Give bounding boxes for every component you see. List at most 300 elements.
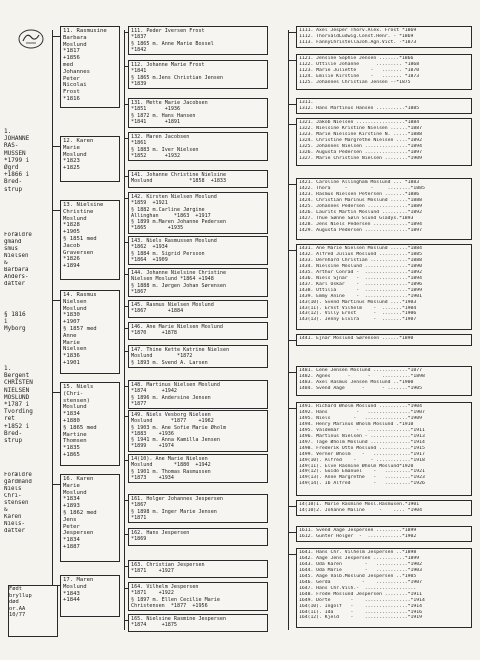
grandchild-entry-12-line-1: *1874 +1942 (131, 388, 178, 395)
great-grandchild-entry-9-line-4: 1495. Valdemar - ...............*1911 (299, 427, 425, 433)
grandchild-entry-18-line-1: *1871 +1922 (131, 590, 174, 597)
great-grandchild-entry-12-line-5: 1646. Gerda - ...........*1907 (299, 579, 422, 585)
great-grandchild-entry-5-line-5: 1426. Laurits Martin Moslund .........*1892 (299, 209, 422, 215)
child-entry-6-line-6: Jens (63, 516, 77, 523)
root1-line-2: RAS- (4, 142, 19, 150)
archive-logo-icon (17, 28, 45, 50)
root1-line-3: MUSSEN (4, 149, 26, 157)
connector-gen1-4 (52, 300, 60, 301)
connector-gen1-2 (52, 146, 60, 147)
child-entry-5-line-10: +1865 (63, 451, 80, 458)
grandchild-entry-9-line-1: *1867 +1884 (131, 308, 184, 315)
root2-parents-line-8: datter (4, 528, 25, 534)
root2-parents-line-3: Chri- (4, 493, 22, 499)
grandchild-entry-18-line-0: 164. Vilhelm Jespersen (131, 584, 199, 590)
child-entry-3-line-7: Graversen (63, 249, 94, 256)
grandchild-entry-5-line-1: Moslund *1858 +1833 (131, 178, 227, 185)
great-grandchild-entry-2-line-1: 1122. Ottilie Johanne ......... *1868 (299, 61, 420, 67)
grandchild-entry-19-line-1: *1874 +1875 (131, 622, 178, 629)
grandchild-entry-8 (128, 268, 268, 297)
great-grandchild-entry-3-line-0: 1311. (299, 100, 314, 105)
great-grandchild-entry-2-line-3: 1124. Emilie Kirstine - ....... *1873 (299, 73, 420, 79)
great-grandchild-entry-8-line-1: 1482. Agnes - - ..........*1898 (299, 373, 425, 379)
child-entry-3-line-2: Moslund (63, 215, 87, 222)
connector-gen3-12 (288, 554, 296, 555)
child-entry-6-line-2: Moslund (63, 489, 87, 496)
great-grandchild-entry-2-line-4: 1125. Johannes Christian Jensen --*1875 (299, 79, 411, 85)
child-entry-3-line-1: Christine (63, 208, 94, 215)
connector-gen2-13 (124, 416, 128, 417)
grandchild-entry-19-line-0: 165. Nielsine Rasmine Jespersen (131, 616, 227, 622)
great-grandchild-entry-12-line-7: 1648. Frode Moslund Jespersen ........*1911 (299, 591, 422, 597)
great-grandchild-entry-9-line-10: 149(11). Elve Rasmine Øholm Moslund*1920 (299, 463, 414, 469)
grandchild-entry-13-line-0: 149. Niels Vesborg Nielsen (131, 412, 211, 418)
grandchild-entry-16-line-1: *1869 (131, 536, 147, 543)
great-grandchild-entry-6-line-4: 1435. Arthur Conrad - ...............*1892 (299, 269, 422, 275)
child-entry-3-line-0: 13. Nielsine (63, 202, 104, 208)
grandchild-entry-17-line-1: *1871 +1927 (131, 568, 174, 575)
great-grandchild-entry-4-line-3: 1324. Christine Margrethe Nielsen ....*1892 (299, 137, 422, 143)
great-grandchild-entry-9 (296, 402, 472, 496)
root-parents-line-7: datter (4, 281, 25, 287)
grandchild-entry-8-line-3: *1867 (131, 288, 147, 295)
child-entry-3-line-5: § 1851 med (63, 235, 97, 242)
great-grandchild-entry-12-line-10: 164(11). Ida - ...............*1916 (299, 609, 422, 615)
great-grandchild-entry-2-line-0: 1121. Jensine Sophie Jensen .......*1866 (299, 56, 414, 61)
grandchild-entry-12 (128, 380, 268, 409)
connector-gen2-7 (124, 242, 128, 243)
great-grandchild-entry-10-line-1: 14(10)2. Johanne Maline - .... *1904 (299, 507, 422, 513)
grandchild-entry-1 (128, 26, 268, 55)
archive-stamp (8, 585, 58, 637)
grandchild-entry-4 (128, 132, 268, 161)
grandchild-entry-14-line-3: *1873 +1934 (131, 474, 174, 481)
connector-gen2-16 (124, 534, 128, 535)
grandchild-entry-2-line-2: § 1865 m.Jens Christian Jensen (131, 74, 224, 81)
great-grandchild-entry-11-line-1: 1612. Gunter Holger - ............*1902 (299, 533, 417, 539)
root-parents-line-0: Forældre (4, 232, 32, 238)
great-grandchild-entry-8 (296, 366, 472, 396)
child-entry-1-line-6: Johannes (63, 68, 90, 75)
grandchild-entry-15-line-1: *1867 (131, 502, 147, 509)
grandchild-entry-7 (128, 236, 268, 265)
child-entry-2-line-4: +1825 (63, 165, 80, 172)
connector-gen2-17 (124, 566, 128, 567)
root2-line-8: +1852 i (4, 422, 30, 430)
grandchild-entry-15-line-0: 161. Holger Johannes Jespersen (131, 496, 224, 502)
grandchild-entry-7-line-0: 143. Niels Rasmussen Moslund (131, 238, 217, 244)
root-marriage-ref (4, 311, 44, 333)
child-entry-6-line-7: Peter (63, 523, 80, 530)
child-entry-1 (60, 26, 120, 108)
child-entry-4-line-3: *1830 (63, 312, 80, 319)
grandchild-entry-8-line-2: § 1888 m. Jørgen Johan Sørensen (131, 282, 227, 289)
great-grandchild-entry-4-line-0: 1321. Jakob Nielsen .................*1884 (299, 120, 420, 125)
connector-gen2-15 (124, 500, 128, 501)
child-entry-2-line-1: Marie (63, 144, 80, 151)
child-entry-1-line-8: Nicolai (63, 82, 87, 89)
child-entry-4-line-7: Marie (63, 339, 80, 346)
root1-line-8: strup (4, 185, 23, 193)
child-entry-1-line-0: 11. Rasmusine (63, 28, 107, 34)
root2-line-0: 1. (4, 365, 12, 372)
grandchild-entry-15 (128, 494, 268, 523)
grandchild-entry-3-line-1: *1851 +1936 (131, 106, 181, 113)
root-parents-line-2: smus (4, 246, 18, 252)
grandchild-entry-6 (128, 192, 268, 234)
root2-line-2: CHRISTEN (4, 379, 33, 387)
great-grandchild-entry-1 (296, 26, 472, 48)
child-entry-3-line-4: +1905 (63, 229, 80, 236)
grandchild-entry-11-line-0: 147. Thine Kette Katrine Nielsen (131, 347, 230, 353)
child-entry-1-line-2: Moslund (63, 41, 87, 48)
great-grandchild-entry-5-line-7: 1428. Jens Niels Pedersen ............*1894 (299, 221, 422, 227)
connector-gen1-6 (52, 484, 60, 485)
root2-parents-line-6: Karen (4, 514, 22, 520)
child-entry-1-line-5: med (63, 61, 74, 68)
child-entry-5 (60, 382, 120, 466)
connector-gen1-5 (52, 392, 60, 393)
child-entry-5-line-7: Martine (63, 431, 87, 438)
child-entry-4-line-0: 14. Rasmus (63, 292, 97, 298)
child-entry-7 (60, 575, 120, 617)
grandchild-entry-12-line-2: § 1896 m. Andersine Jensen (131, 394, 211, 401)
child-entry-1-line-9: Frost (63, 89, 80, 96)
great-grandchild-entry-12-line-0: 1641. Hans Chr. Vilhelm Jespersen ..*1898 (299, 550, 417, 555)
tree-line-root-spine (52, 30, 53, 605)
child-entry-4-line-5: § 1857 med (63, 325, 97, 332)
great-grandchild-entry-6 (296, 244, 472, 330)
tree-line-gen2-spine (124, 30, 125, 630)
grandchild-entry-18-line-2: § 1897 m. Ellen Cecilie Marie (131, 596, 220, 603)
grandchild-entry-15-line-2: § 1898 m. Inger Marie Jensen (131, 508, 217, 515)
great-grandchild-entry-9-line-8: 1499. Verner Øholm - .............*1917 (299, 451, 425, 457)
great-grandchild-entry-9-line-5: 1496. Martinus Nielsen - ..............*1913 (299, 433, 425, 439)
connector-gen3-8 (288, 372, 296, 373)
grandchild-entry-16 (128, 528, 268, 546)
child-entry-6-line-10: +1887 (63, 543, 80, 550)
stamp-line-1: bryllup (9, 592, 32, 599)
child-entry-6 (60, 474, 120, 562)
root2-parents-note (4, 472, 44, 535)
child-entry-3-line-6: Jacob (63, 242, 80, 249)
grandchild-entry-14-line-1: Moslund *1880 +1942 (131, 462, 211, 469)
grandchild-entry-9 (128, 300, 268, 318)
great-grandchild-entry-4-line-6: 1327. Marie Christine Nielsen ........*1909 (299, 155, 422, 161)
great-grandchild-entry-5 (296, 178, 472, 240)
grandchild-entry-3-line-3: *1841 +1891 (131, 118, 181, 125)
great-grandchild-entry-1-line-1: 1112. ThorvaldLudwig.Const.Henr. - *1869 (299, 33, 414, 39)
root2-parents-line-5: & (4, 507, 8, 513)
grandchild-entry-13-line-1: Moslund *1877 +1962 (131, 418, 214, 425)
child-entry-1-line-3: *1817 (63, 48, 80, 55)
grandchild-entry-4-line-2: § 1883 m. Iver Nielsen (131, 146, 199, 153)
grandchild-entry-2 (128, 60, 268, 89)
connector-gen1-1 (52, 36, 60, 37)
grandchild-entry-2-line-0: 112. Johanne Marie Frost (131, 62, 205, 68)
child-entry-4-line-1: Nielsen (63, 298, 87, 305)
child-entry-6-line-0: 16. Karen (63, 476, 94, 482)
great-grandchild-entry-9-line-7: 1498. Frederik Otto Moslund ...........*1915 (299, 445, 425, 451)
stamp-line-5: 10/77 (9, 612, 26, 619)
connector-gen3-10 (288, 506, 296, 507)
child-entry-4-line-8: Nielsen (63, 346, 87, 353)
great-grandchild-entry-9-line-2: 1495. Niels - ...............*1909 (299, 415, 422, 421)
root-parents-line-6: Anders- (4, 274, 29, 280)
grandchild-entry-17 (128, 560, 268, 578)
great-grandchild-entry-3 (296, 98, 472, 114)
root-person-christen (4, 365, 48, 444)
root1-line-7: Bred- (4, 178, 23, 186)
grandchild-entry-14-line-2: § 1901 m. Thomas Rasmussen (131, 468, 211, 475)
grandchild-entry-6-line-2: § 1882 m.Carline Jørgine (131, 206, 205, 213)
great-grandchild-entry-7-line-0: 1441. Ejnar Moslund Sørensen ......*1890 (299, 336, 414, 341)
root-ref-line-0: § 1816 (4, 311, 26, 318)
child-entry-4-line-2: Moslund (63, 305, 87, 312)
great-grandchild-entry-12-line-2: 1643. Oda Karen - ...........*1902 (299, 561, 422, 567)
connector-gen2-8 (124, 274, 128, 275)
connector-gen1-3 (52, 210, 60, 211)
grandchild-entry-6-line-1: *1859 +1921 (131, 200, 168, 207)
grandchild-entry-13-line-3: *1883 +1936 (131, 430, 174, 437)
great-grandchild-entry-6-line-1: 1432. Alfred Julius Moslund ..........*1885 (299, 251, 422, 257)
child-entry-5-line-0: 15. Niels (63, 384, 94, 390)
child-entry-1-line-10: *1816 (63, 95, 80, 102)
great-grandchild-entry-12 (296, 548, 472, 628)
connector-gen2-2 (124, 66, 128, 67)
child-entry-1-line-7: Peter (63, 75, 80, 82)
great-grandchild-entry-9-line-11: 149(12). Guido Emanuel - .........*1921 (299, 469, 425, 475)
great-grandchild-entry-5-line-4: 1425. Johannes Pedersen ..............*1889 (299, 203, 422, 209)
grandchild-entry-4-line-1: *1861 (131, 140, 147, 147)
great-grandchild-entry-6-line-10: 143(11). Ernst Vilhelm - .......*1904 (299, 305, 417, 311)
connector-gen2-4 (124, 138, 128, 139)
root-parents-note (4, 232, 44, 288)
child-entry-7-line-1: Moslund (63, 583, 87, 590)
root2-line-4: MOSLUND (4, 393, 30, 401)
grandchild-entry-3-line-2: § 1872 m. Hans Hansen (131, 112, 196, 119)
connector-gen2-14 (124, 460, 128, 461)
child-entry-4-line-9: *1836 (63, 353, 80, 360)
stamp-line-2: død (9, 599, 19, 606)
child-entry-5-line-4: *1834 (63, 411, 80, 418)
child-entry-7-line-3: +1844 (63, 597, 80, 604)
great-grandchild-entry-12-line-3: 1644. Oda Marie - ...........*1903 (299, 567, 422, 573)
great-grandchild-entry-9-line-6: 1497. Tage Øholm Moslund ..............*1914 (299, 439, 425, 445)
root1-line-0: 1. (4, 128, 12, 135)
grandchild-entry-8-line-0: 144. Johanne Nielsine Christine (131, 270, 227, 276)
great-grandchild-entry-5-line-1: 1422. Thora - - ........*1885 (299, 185, 425, 191)
tree-line-gen3-spine (288, 30, 289, 630)
grandchild-entry-14-line-0: 14(10). Ane Marie Nielsen (131, 456, 208, 462)
connector-gen2-9 (124, 306, 128, 307)
great-grandchild-entry-4 (296, 118, 472, 166)
grandchild-entry-7-line-3: *1864 +1909 (131, 256, 168, 263)
child-entry-3 (60, 200, 120, 280)
grandchild-entry-11 (128, 345, 268, 368)
grandchild-entry-12-line-3: *1877 (131, 400, 147, 407)
great-grandchild-entry-12-line-9: 164(10). Ingolf - ...............*1914 (299, 603, 422, 609)
grandchild-entry-9-line-0: 145. Rasmus Nielsen Moslund (131, 302, 214, 308)
great-grandchild-entry-6-line-5: 1436. Niels Sjnar - ...............*1894 (299, 275, 422, 281)
connector-gen2-18 (124, 588, 128, 589)
root-person-johanne (4, 128, 44, 193)
great-grandchild-entry-12-line-8: 1649. Dorte - ................*1914 (299, 597, 425, 603)
great-grandchild-entry-2 (296, 54, 472, 90)
root2-parents-line-4: stensen (4, 500, 29, 506)
great-grandchild-entry-6-line-12: 143(13). Jenny Elvira - .......*1907 (299, 317, 417, 323)
great-grandchild-entry-6-line-9: 143(10). Svend Martinus Moslund ....*1903 (299, 299, 417, 305)
child-entry-2-line-0: 12. Karen (63, 138, 94, 144)
connector-gen2-3 (124, 104, 128, 105)
connector-gen3-9 (288, 408, 296, 409)
root-parents-line-5: Barbara (4, 267, 29, 273)
grandchild-entry-6-line-3: Allinghan *1863 +1917 (131, 212, 211, 219)
grandchild-entry-3 (128, 98, 268, 128)
great-grandchild-entry-6-line-6: 1437. Karl Oskar - ...............*1896 (299, 281, 422, 287)
grandchild-entry-13-line-2: § 1903 m. Ane Sofie Marie Øholm (131, 424, 227, 431)
child-entry-4-line-6: Anne (63, 332, 77, 339)
grandchild-entry-8-line-1: Nielsen Moslund *1864 +1948 (131, 276, 214, 283)
child-entry-4-line-4: +1907 (63, 319, 80, 326)
root-ref-line-2: Myborg (4, 325, 26, 333)
connector-gen3-1 (288, 32, 296, 33)
root2-line-9: Bred- (4, 429, 23, 437)
child-entry-6-line-3: *1834 (63, 496, 80, 503)
great-grandchild-entry-4-line-2: 1323. Marie Nielsine Kirstine N. .....*1888 (299, 131, 422, 137)
great-grandchild-entry-3-line-1: 1312. Hans Martinus Hansen ..........*1885 (299, 105, 420, 111)
great-grandchild-entry-10 (296, 500, 472, 516)
connector-gen3-4 (288, 124, 296, 125)
child-entry-4-line-10: +1901 (63, 359, 80, 366)
root2-line-1: Bergent (4, 372, 30, 380)
great-grandchild-entry-5-line-3: 1424. Christian Marinus Moslund ......*1888 (299, 197, 422, 203)
connector-gen3-2 (288, 60, 296, 61)
grandchild-entry-4-line-3: *1852 +1932 (131, 152, 181, 159)
root2-line-7: ret (4, 415, 15, 423)
grandchild-entry-18-line-3: Christensen *1877 +1956 (131, 602, 208, 609)
grandchild-entry-17-line-0: 163. Christian Jespersen (131, 562, 205, 568)
connector-gen1-7 (52, 585, 60, 586)
child-entry-5-line-2: stensen) (63, 397, 90, 404)
great-grandchild-entry-11-line-0: 1611. Svend Aage Jespersen .........*1899 (299, 528, 417, 533)
child-entry-6-line-4: +1893 (63, 503, 80, 510)
root-parents-line-4: & (4, 260, 8, 266)
connector-gen3-3 (288, 104, 296, 105)
grandchild-entry-1-line-3: *1842 (131, 46, 147, 53)
connector-gen3-6 (288, 250, 296, 251)
root2-line-10: strup (4, 437, 23, 445)
grandchild-entry-6-line-0: 142. Kirsten Nielsen Moslund (131, 194, 217, 200)
root1-line-5: Øgrd (4, 164, 19, 172)
grandchild-entry-4-line-0: 132. Maren Jacobsen (131, 134, 190, 140)
grandchild-entry-15-line-3: *1871 (131, 514, 147, 521)
great-grandchild-entry-5-line-2: 1423. Rasmus Nielsen Petersen .......*1886 (299, 191, 420, 197)
grandchild-entry-11-line-2: § 1893 m. Svend A. Larsen (131, 359, 208, 366)
root2-line-5: *1787 i (4, 401, 30, 409)
great-grandchild-entry-9-line-9: 149(10). Alfred - - ............*1918 (299, 457, 425, 463)
root-ref-line-1: i (4, 318, 8, 326)
child-entry-7-line-0: 17. Maren (63, 577, 94, 583)
great-grandchild-entry-9-line-12: 149(13). Anne Margrethe - .........*1923 (299, 475, 425, 481)
great-grandchild-entry-4-line-1: 1322. Nielsine Kristine Nielsen ......*1887 (299, 125, 422, 131)
stamp-line-0: Født (9, 586, 22, 592)
great-grandchild-entry-4-line-4: 1325. Johannes Nielsen ...............*1894 (299, 143, 422, 149)
child-entry-3-line-8: *1826 (63, 256, 80, 263)
root2-parents-line-0: Forældre (4, 472, 32, 478)
great-grandchild-entry-7 (296, 334, 472, 346)
grandchild-entry-10-line-0: 146. Ane Marie Nielsen Moslund (131, 324, 224, 330)
grandchild-entry-19 (128, 614, 268, 632)
child-entry-2-line-2: Moslund (63, 151, 87, 158)
grandchild-entry-1-line-2: § 1865 m. Anne Marie Bossel (131, 40, 214, 47)
great-grandchild-entry-4-line-5: 1326. Augusta Pedersen ...............*1897 (299, 149, 422, 155)
root1-line-6: +1866 i (4, 171, 30, 179)
stamp-line-4: or.AA (9, 605, 26, 612)
connector-gen2-10 (124, 328, 128, 329)
child-entry-5-line-8: Thomsen (63, 438, 87, 445)
child-entry-5-line-6: § 1865 med (63, 424, 97, 431)
great-grandchild-entry-12-line-11: 164(12). Kjeld - ...............*1919 (299, 615, 422, 621)
great-grandchild-entry-6-line-8: 1439. Emmy Anine - ...............*1901 (299, 293, 422, 299)
great-grandchild-entry-11 (296, 526, 472, 542)
child-entry-7-line-2: *1843 (63, 590, 80, 597)
grandchild-entry-7-line-2: § 1884 m. Sigrid Persson (131, 250, 205, 257)
grandchild-entry-7-line-1: *1862 +1934 (131, 244, 168, 251)
great-grandchild-entry-1-line-0: 1111. Axel Jesper Thorv.Alex. Frost *1869 (299, 28, 417, 33)
great-grandchild-entry-2-line-2: 1123. Marie Juliette - ....... *1870 (299, 67, 420, 73)
child-entry-3-line-9: +1894 (63, 263, 80, 270)
great-grandchild-entry-8-line-3: 1484. Svend Aage - - .......*1905 (299, 385, 422, 391)
child-entry-6-line-1: Marie (63, 482, 80, 489)
child-entry-1-line-4: +1856 (63, 55, 80, 62)
great-grandchild-entry-6-line-11: 143(12). Villy Ernst - .......*1906 (299, 311, 417, 317)
grandchild-entry-2-line-1: *1841 (131, 68, 147, 75)
great-grandchild-entry-12-line-1: 1642. Aage Jens Jespersen ...........*1899 (299, 555, 420, 561)
grandchild-entry-13 (128, 410, 268, 452)
great-grandchild-entry-9-line-3: 1494. Henry Marinus Øholm Moslund .*1910 (299, 421, 414, 427)
connector-gen2-6 (124, 198, 128, 199)
great-grandchild-entry-8-line-2: 1483. Axel Rasmus Jensen Moslund ..*1900 (299, 379, 414, 385)
connector-gen2-11 (124, 351, 128, 352)
child-entry-5-line-5: +1880 (63, 417, 80, 424)
grandchild-entry-2-line-3: *1839 (131, 80, 147, 87)
grandchild-entry-13-line-5: *1899 +1974 (131, 443, 174, 450)
great-grandchild-entry-9-line-1: 1492. Hans - ...............*1907 (299, 409, 425, 415)
child-entry-6-line-5: § 1862 med (63, 509, 97, 516)
great-grandchild-entry-9-line-0: 1491. Richard Øholm Moslund ..........*1904 (299, 404, 422, 409)
connector-gen3-11 (288, 532, 296, 533)
great-grandchild-entry-12-line-6: 1647. Hans Chr.Vilh.- .................. (299, 585, 417, 591)
great-grandchild-entry-5-line-8: 1429. Augusta Pedersen ...............*1897 (299, 227, 422, 233)
connector-gen3-5 (288, 184, 296, 185)
child-entry-6-line-8: Jespersen (63, 530, 94, 537)
grandchild-entry-12-line-0: 148. Martinus Nielsen Moslund (131, 382, 220, 388)
grandchild-entry-10-line-1: *1870 +1878 (131, 330, 178, 337)
great-grandchild-entry-8-line-0: 1481. Lene Jensen Moslund ............*1877 (299, 368, 422, 373)
root2-parents-line-2: Niels (4, 486, 22, 492)
great-grandchild-entry-6-line-3: 1434. Nielsine Moslund ...............*1890 (299, 263, 422, 269)
root-parents-line-1: gmand (4, 239, 22, 245)
root-parents-line-3: Nielsen (4, 253, 29, 259)
great-grandchild-entry-12-line-4: 1645. Aage Valb.Moslund Jespersen ..*1905 (299, 573, 417, 579)
root2-parents-line-1: gårdmand (4, 479, 32, 485)
child-entry-5-line-9: *1835 (63, 445, 80, 452)
root1-line-4: *1799 i (4, 156, 30, 164)
connector-gen3-7 (288, 340, 296, 341)
grandchild-entry-16-line-0: 162. Hans Jespersen (131, 530, 190, 536)
child-entry-3-line-3: *1828 (63, 222, 80, 229)
